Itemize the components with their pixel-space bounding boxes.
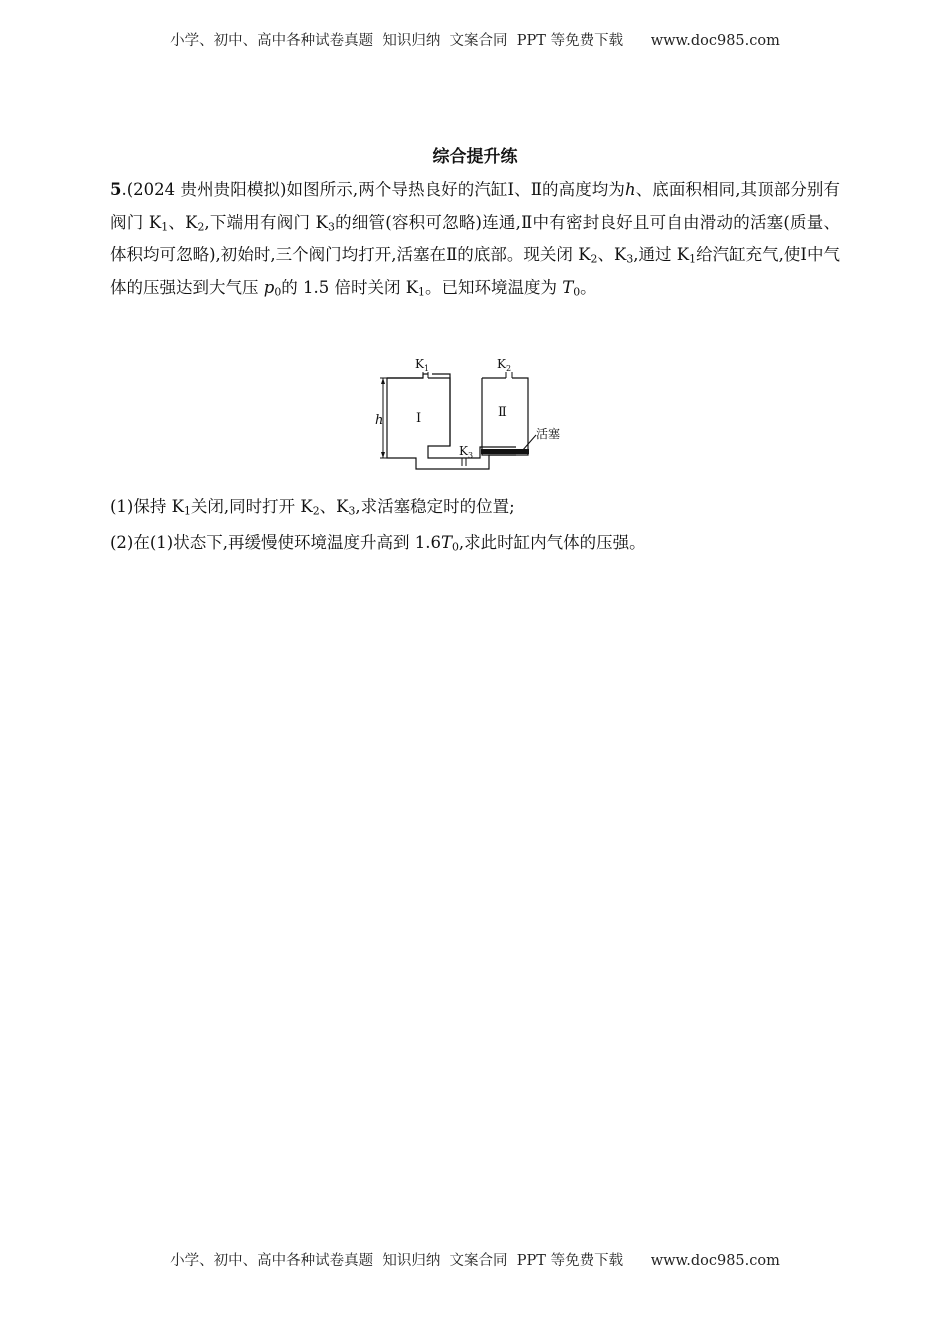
var-p: p	[263, 277, 275, 297]
problem-text: 给汽缸充气,使Ⅰ中气体的压强达到大气压	[110, 245, 840, 297]
label-k1: $K_1$	[415, 357, 430, 373]
problem-text: ,通过 K	[633, 245, 690, 264]
problem-text: .(2024 贵州贵阳模拟)如图所示,两个导热良好的汽缸Ⅰ、Ⅱ的高度均为	[121, 180, 625, 199]
subscript: 1	[689, 252, 697, 266]
piston-leader	[522, 435, 536, 451]
subscript: 2	[590, 252, 598, 266]
problem-text: 。已知环境温度为	[424, 277, 563, 297]
problem-text: ,下端用有阀门 K	[204, 212, 328, 232]
problem-text: 、K	[168, 212, 198, 232]
problem-text: 的 1.5 倍时关闭 K	[281, 277, 419, 297]
question-2: (2)在(1)状态下,再缓慢使环境温度升高到 $1.6T_0$,求此时缸内气体的压强。	[110, 533, 646, 554]
label-piston: 活塞	[536, 427, 561, 441]
subscript: 2	[197, 220, 205, 234]
label-cylinder-1: Ⅰ	[416, 411, 422, 426]
problem-text: 的细管(容积可忽略)连通,Ⅱ中有密封良好且可自由滑动的活塞(质量、体积均可忽略),初始时,三个阀门均打开,活塞在Ⅱ的底部。现关闭 K	[110, 212, 840, 264]
subscript: 0	[274, 285, 282, 299]
label-cylinder-2: Ⅱ	[498, 405, 507, 420]
problem-text: 、底面积相同,其顶部分别有阀门 K	[110, 180, 840, 232]
subscript: 3	[626, 252, 634, 266]
problem-statement	[110, 174, 840, 304]
page-footer: 小学、初中、高中各种试卷真题 知识归纳 文案合同 PPT 等免费下载 www.doc985.com	[170, 1253, 780, 1269]
label-k3: $K_3$	[459, 444, 474, 460]
valve-k3	[462, 458, 466, 466]
var-T: T	[562, 277, 574, 297]
label-k2: $K_2$	[497, 357, 512, 373]
subscript: 0	[573, 285, 581, 299]
section-title: 综合提升练	[432, 147, 518, 167]
connecting-pipe	[416, 455, 489, 469]
problem-text: 。	[580, 277, 597, 297]
cylinder-diagram	[376, 354, 576, 470]
subscript: 1	[418, 285, 425, 299]
label-h: h	[375, 413, 384, 428]
problem-number: 5	[110, 180, 122, 199]
piston	[481, 449, 529, 454]
problem-text: 、K	[597, 245, 627, 264]
subscript: 3	[327, 220, 335, 234]
subscript: 1	[161, 220, 169, 234]
page-header: 小学、初中、高中各种试卷真题 知识归纳 文案合同 PPT 等免费下载 www.doc985.com	[170, 33, 780, 49]
question-1: (1)保持 $K_1$关闭,同时打开 $K_2$、$K_3$,求活塞稳定时的位置;	[110, 497, 515, 518]
var-h: h	[624, 180, 636, 199]
